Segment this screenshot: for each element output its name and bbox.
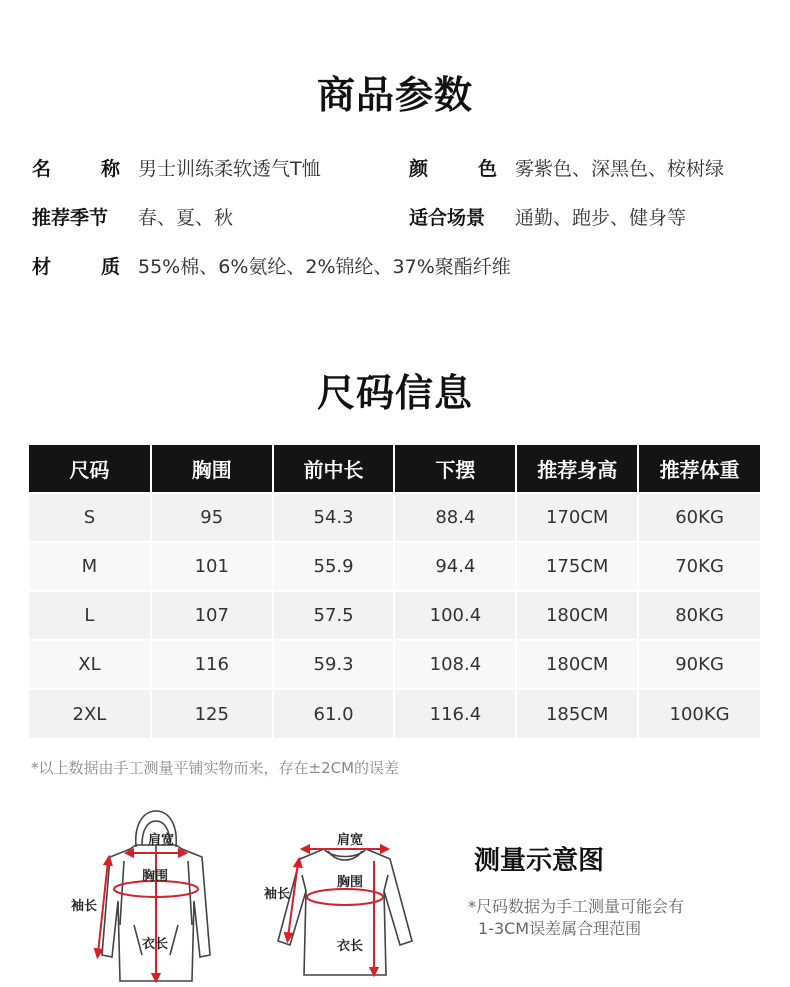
product-params-title: 商品参数 bbox=[316, 73, 473, 117]
table-cell: 61.0 bbox=[273, 689, 395, 738]
column-header: 推荐身高 bbox=[516, 445, 638, 493]
table-cell: 100.4 bbox=[394, 591, 516, 640]
table-cell: S bbox=[29, 493, 151, 542]
table-cell: L bbox=[29, 591, 151, 640]
table-row bbox=[29, 640, 760, 689]
note-line: 1-3CM误差属合理范围 bbox=[478, 919, 642, 938]
table-header-row bbox=[29, 445, 760, 493]
measurement-note: *以上数据由手工测量平铺实物而来，存在±2CM的误差 bbox=[31, 759, 400, 777]
chest-measure-ellipse bbox=[307, 889, 383, 905]
param-label: 推荐季节 bbox=[32, 207, 109, 229]
chest-label: 胸围 bbox=[337, 875, 364, 890]
table-cell: 125 bbox=[151, 689, 273, 738]
arrow-icon bbox=[153, 974, 160, 981]
size-info-title: 尺码信息 bbox=[316, 371, 473, 415]
table-cell: 108.4 bbox=[394, 640, 516, 689]
table-row bbox=[29, 493, 760, 542]
param-row bbox=[32, 241, 772, 290]
table-row bbox=[29, 542, 760, 591]
param-label-char: 颜 bbox=[409, 158, 429, 180]
table-cell: 70KG bbox=[638, 542, 760, 591]
table-cell: 57.5 bbox=[273, 591, 395, 640]
column-header: 尺码 bbox=[29, 445, 151, 493]
table-cell: 175CM bbox=[516, 542, 638, 591]
table-cell: 88.4 bbox=[394, 493, 516, 542]
param-value: 55%棉、6%氨纶、2%锦纶、37%聚酯纤维 bbox=[138, 256, 511, 278]
table-cell: 116 bbox=[151, 640, 273, 689]
column-header: 胸围 bbox=[151, 445, 273, 493]
param-label-char: 名 bbox=[32, 158, 52, 180]
sleeve-label: 袖长 bbox=[264, 887, 291, 902]
tshirt-diagram bbox=[262, 805, 432, 985]
product-params bbox=[32, 143, 772, 290]
measurement-diagram-note bbox=[468, 896, 684, 940]
param-label-char: 材 bbox=[32, 256, 52, 278]
table-cell: 180CM bbox=[516, 640, 638, 689]
column-header: 推荐体重 bbox=[638, 445, 760, 493]
param-label-char: 色 bbox=[477, 158, 497, 180]
arrow-icon bbox=[95, 949, 102, 957]
param-label bbox=[32, 154, 120, 181]
table-cell: 60KG bbox=[638, 493, 760, 542]
sleeve-label: 袖长 bbox=[71, 899, 98, 914]
param-label bbox=[409, 154, 497, 181]
param-material bbox=[32, 252, 511, 279]
table-cell: 2XL bbox=[29, 689, 151, 738]
param-row bbox=[32, 192, 772, 241]
measurement-diagram-title: 测量示意图 bbox=[474, 846, 605, 876]
table-cell: 59.3 bbox=[273, 640, 395, 689]
table-cell: XL bbox=[29, 640, 151, 689]
param-value: 雾紫色、深黑色、桉树绿 bbox=[515, 158, 725, 180]
table-cell: 95 bbox=[151, 493, 273, 542]
shoulder-label: 肩宽 bbox=[148, 833, 175, 848]
param-season bbox=[32, 203, 409, 230]
arrow-icon bbox=[371, 968, 378, 975]
param-value: 通勤、跑步、健身等 bbox=[515, 207, 687, 229]
column-header: 下摆 bbox=[394, 445, 516, 493]
param-label bbox=[32, 252, 120, 279]
param-scene bbox=[409, 203, 686, 230]
param-label-char: 质 bbox=[100, 256, 120, 278]
param-color bbox=[409, 154, 724, 181]
param-name bbox=[32, 154, 409, 181]
arrow-icon bbox=[381, 846, 388, 853]
arrow-icon bbox=[302, 846, 309, 853]
table-cell: 185CM bbox=[516, 689, 638, 738]
table-cell: 55.9 bbox=[273, 542, 395, 591]
table-cell: 101 bbox=[151, 542, 273, 591]
table-cell: 116.4 bbox=[394, 689, 516, 738]
table-cell: 80KG bbox=[638, 591, 760, 640]
table-row bbox=[29, 591, 760, 640]
param-row bbox=[32, 143, 772, 192]
param-value: 春、夏、秋 bbox=[138, 207, 234, 229]
jacket-diagram bbox=[60, 805, 240, 985]
shoulder-label: 肩宽 bbox=[337, 833, 364, 848]
table-cell: 90KG bbox=[638, 640, 760, 689]
param-label-char: 称 bbox=[100, 158, 120, 180]
length-label: 衣长 bbox=[142, 937, 169, 952]
table-cell: 54.3 bbox=[273, 493, 395, 542]
table-cell: 107 bbox=[151, 591, 273, 640]
note-line: *尺码数据为手工测量可能会有 bbox=[468, 897, 685, 916]
param-label: 适合场景 bbox=[409, 207, 486, 229]
length-label: 衣长 bbox=[337, 939, 364, 954]
table-cell: 170CM bbox=[516, 493, 638, 542]
param-value: 男士训练柔软透气T恤 bbox=[138, 158, 321, 180]
size-table bbox=[29, 445, 760, 738]
column-header: 前中长 bbox=[273, 445, 395, 493]
chest-label: 胸围 bbox=[142, 869, 169, 884]
table-cell: M bbox=[29, 542, 151, 591]
table-cell: 100KG bbox=[638, 689, 760, 738]
table-row bbox=[29, 689, 760, 738]
table-cell: 180CM bbox=[516, 591, 638, 640]
table-cell: 94.4 bbox=[394, 542, 516, 591]
